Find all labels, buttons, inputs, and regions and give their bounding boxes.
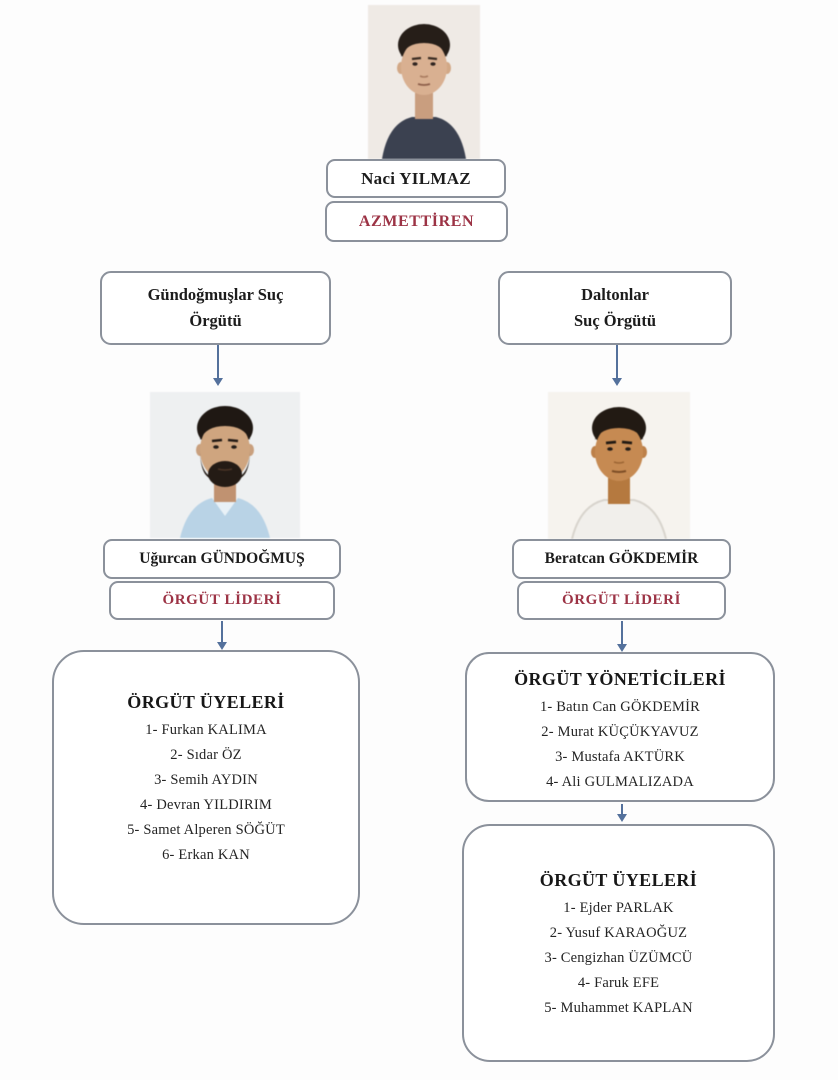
left-leader-role-box — [109, 581, 335, 620]
man-portrait-beard-icon — [150, 392, 300, 538]
left-leader-role: ÖRGÜT LİDERİ — [162, 592, 282, 608]
left-org-name-line2: Örgütü — [189, 311, 242, 330]
right-leader-name-box — [512, 539, 731, 579]
right-org-name-line1: Daltonlar — [581, 285, 649, 305]
right-leader-photo — [548, 392, 690, 539]
man-portrait-white-shirt-icon — [548, 392, 690, 539]
member-item: 5- Muhammet KAPLAN — [544, 1000, 693, 1016]
instigator-photo — [368, 5, 480, 159]
left-leader-name: Uğurcan GÜNDOĞMUŞ — [139, 550, 305, 567]
connector-arrow-right-org-to-leader — [616, 345, 618, 378]
right-leader-name: Beratcan GÖKDEMİR — [544, 550, 699, 567]
right-managers-title: ÖRGÜT YÖNETİCİLERİ — [514, 669, 726, 689]
instigator-name: Naci YILMAZ — [361, 168, 471, 188]
member-item: 1- Ejder PARLAK — [563, 900, 674, 916]
left-members-box — [52, 650, 360, 925]
connector-arrow-left-org-to-leader — [217, 345, 219, 378]
instigator-role-box — [325, 201, 508, 242]
member-item: 4- Faruk EFE — [577, 975, 660, 991]
right-members-box — [462, 824, 775, 1062]
member-item: 2- Sıdar ÖZ — [170, 747, 242, 763]
right-org-box — [498, 271, 732, 345]
right-leader-role: ÖRGÜT LİDERİ — [561, 592, 682, 608]
member-item: 1- Batın Can GÖKDEMİR — [539, 699, 701, 715]
right-leader-role-box — [517, 581, 726, 620]
left-leader-name-box — [103, 539, 341, 579]
right-members-title: ÖRGÜT ÜYELERİ — [539, 870, 698, 890]
member-item: 4- Devran YILDIRIM — [140, 797, 272, 813]
member-item: 3- Semih AYDIN — [154, 772, 258, 788]
member-item: 2- Yusuf KARAOĞUZ — [549, 925, 688, 941]
instigator-role-label: AZMETTİREN — [358, 212, 475, 230]
left-leader-photo — [150, 392, 300, 538]
member-item: 1- Furkan KALIMA — [145, 722, 267, 738]
left-org-box — [100, 271, 331, 345]
man-portrait-dark-shirt-icon — [368, 5, 480, 159]
connector-arrow-right-managers-to-members — [621, 804, 623, 814]
instigator-name-box — [326, 159, 506, 198]
right-org-name-line2: Suç Örgütü — [573, 311, 657, 330]
connector-arrow-right-leader-to-managers — [621, 621, 623, 644]
member-item: 6- Erkan KAN — [162, 847, 250, 863]
member-item: 5- Samet Alperen SÖĞÜT — [127, 822, 285, 838]
left-members-title: ÖRGÜT ÜYELERİ — [127, 692, 285, 712]
member-item: 3- Mustafa AKTÜRK — [555, 749, 685, 765]
left-org-name-line1: Gündoğmuşlar Suç — [147, 285, 284, 305]
right-managers-box — [465, 652, 775, 802]
left-org-name — [148, 282, 284, 333]
member-item: 2- Murat KÜÇÜKYAVUZ — [541, 724, 699, 740]
right-org-name — [574, 282, 656, 333]
connector-arrow-left-leader-to-members — [221, 621, 223, 642]
member-item: 3- Cengizhan ÜZÜMCÜ — [544, 950, 693, 966]
member-item: 4- Ali GULMALIZADA — [546, 774, 694, 790]
